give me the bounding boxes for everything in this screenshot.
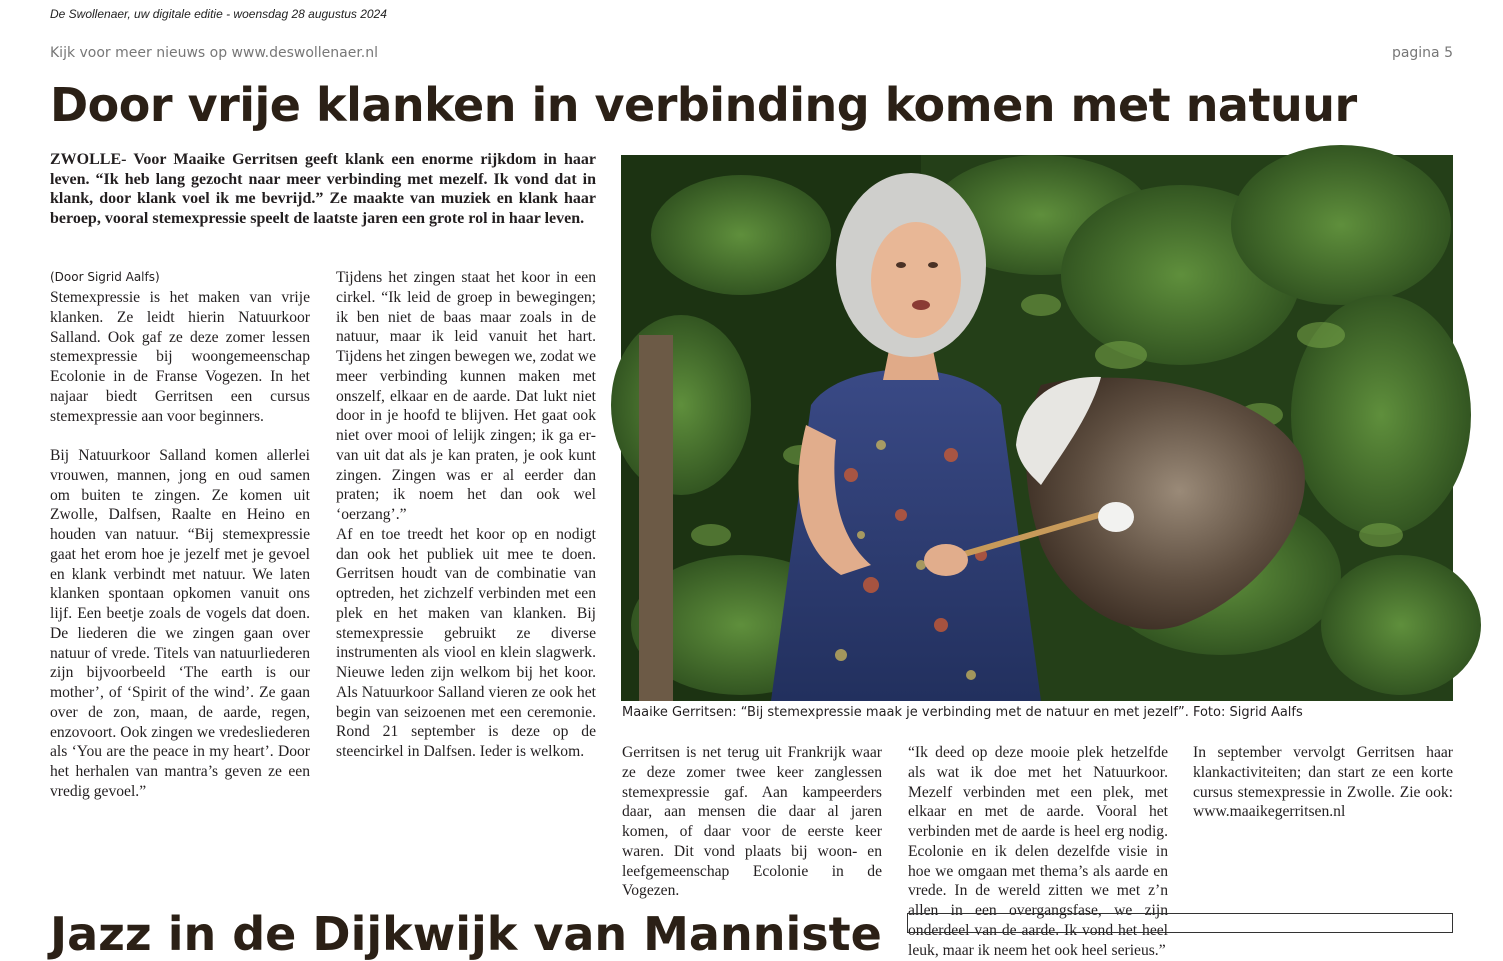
article-lead: ZWOLLE- Voor Maaike Gerritsen geeft klank een enorme rijkdom in haar leven. “Ik heb lang gezocht naar meer verbinding met mezelf. Ik vond dat in klank, door klank voel ik me bevrijd.” Ze maakte van muziek en klank haar beroep, vooral stemexpressie speelt de laatste jaren een grote rol in haar leven. (50, 151, 596, 228)
article-column-5 (1193, 743, 1453, 822)
paragraph: Tijdens het zingen staat het koor in een cirkel. “Ik leid de groep in bewegingen; ik ben niet de baas maar zoals in de natuur, maar ik leid vanuit het hart. Tijdens het zingen bewegen we, zodat we meer verbinding kunnen maken met onszelf, elkaar en de aarde. Dat lukt niet door in je hoofd te blijven. Het gaat ook niet over mooi of lelijk zingen; ik ga ervan uit dat als je kan praten, je ook kunt zingen. Zingen was er al eerder dan praten; ik noem het dan ook wel ‘oerzang’.” (336, 269, 596, 523)
photo-caption: Maaike Gerritsen: “Bij stemexpressie maak je verbinding met de natuur en met jezelf”. Foto: Sigrid Aalfs (622, 705, 1303, 720)
article-column-1 (50, 288, 310, 802)
paragraph: “Ik deed op deze mooie plek hetzelfde als wat ik doe met het Natuurkoor. Mezelf verbinden met een plek, met elkaar en met de aarde. Vooral het verbinden met de aarde is heel erg nodig. Ecolonie en ik delen dezelfde visie in hoe we omgaan met thema’s als aarde en vrede. In de wereld zitten we met z’n allen in een overgangsfase, we zijn onderdeel van de aarde. Ik vond het heel leuk, maar ik neem het ook heel serieus.” (908, 744, 1168, 959)
paragraph: Bij Natuurkoor Salland komen allerlei vrouwen, mannen, jong en oud samen om buiten te zingen. Ze komen uit Zwolle, Dalfsen, Raalte en Heino en houden van natuur. “Bij stemexpressie gaat het erom hoe je jezelf met je gevoel en klank verbindt met natuur. We laten klanken spontaan opkomen vanuit ons lijf. Een beetje zoals de vogels dat doen. De liederen die we zingen gaan over natuur of vrede. Titels van natuurliederen zijn bijvoorbeeld ‘The earth is our mother’, of ‘Spirit of the wind’. Ze gaan over de zon, maan, de aarde, regen, enzovoort. Ook zingen we vredesliederen als ‘You are the peace in my heart’. Door het herhalen van mantra’s geven ze een vredig gevoel.” (50, 447, 310, 800)
page-number: pagina 5 (1391, 45, 1453, 61)
next-article-box (907, 913, 1453, 933)
paragraph: Stemexpressie is het maken van vrije klanken. Ze leidt hierin Natuurkoor Salland. Ook gaf ze deze zomer lessen stemexpressie bij woongemeenschap Ecolonie in de Franse Vogezen. In het najaar biedt Gerritsen een cursus stemexpressie aan voor beginners. (50, 289, 310, 425)
article-column-3 (622, 743, 882, 901)
paragraph: Af en toe treedt het koor op en nodigt dan ook het publiek uit mee te doen. Gerritsen houdt van de combinatie van optreden, het zichzelf verbinden met een plek en het maken van klanken. Bij stemexpressie gebruikt ze diverse instrumenten als viool en klein slagwerk. Nieuwe leden zijn welkom bij het koor. Als Natuurkoor Salland vieren ze ook het begin van seizoenen met een ceremonie. Rond 21 september is deze op de steencirkel in Dalfsen. Ieder is welkom. (336, 525, 596, 760)
paragraph: In september vervolgt Gerritsen haar klankactiviteiten; dan start ze een korte cursus stemexpressie in Zwolle. Zie ook: www.maaikegerritsen.nl (1193, 744, 1453, 821)
next-headline-text: Jazz in de Dijkwijk van Manniste (50, 907, 882, 961)
edition-line: De Swollenaer, uw digitale editie - woensdag 28 augustus 2024 (50, 7, 387, 21)
article-headline: Door vrije klanken in verbinding komen met natuur (50, 78, 1357, 132)
next-article-headline (50, 903, 882, 961)
article-photo (621, 155, 1453, 701)
paragraph: Gerritsen is net terug uit Frankrijk waar ze deze zomer twee keer zanglessen stemexpressie gaf. Aan kampeerders daar, aan mensen die daar al jaren komen, of daar voor de eerste keer waren. Dit vond plaats bij woon- en leefgemeenschap Ecolonie in de Vogezen. (622, 744, 882, 900)
article-column-2 (336, 268, 596, 762)
portrait-with-frame-drum-icon (621, 155, 1453, 701)
running-head: Kijk voor meer nieuws op www.deswollenaer.nl (50, 45, 379, 61)
byline: (Door Sigrid Aalfs) (50, 270, 160, 284)
